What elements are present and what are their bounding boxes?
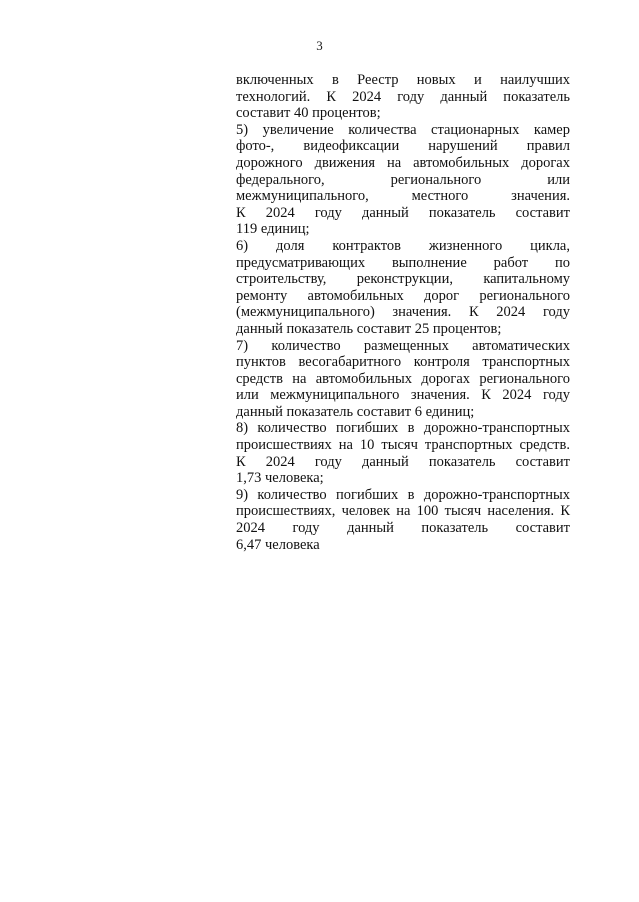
text-line: 1,73 человека; <box>236 470 324 487</box>
text-line: межмуниципального, местного значения. <box>236 188 570 205</box>
text-line: составит 40 процентов; <box>236 105 381 122</box>
paragraph <box>236 338 570 421</box>
text-line: данный показатель составит 6 единиц; <box>236 403 475 420</box>
text-line: (межмуниципального) значения. К 2024 году <box>236 304 570 321</box>
text-line: данный показатель составит 25 процентов; <box>236 320 502 337</box>
text-line: 6) доля контрактов жизненного цикла, <box>236 237 570 254</box>
text-line: дорожного движения на автомобильных дорогах <box>236 154 570 171</box>
text-line: пунктов весогабаритного контроля транспортных <box>236 354 570 371</box>
text-line: включенных в Реестр новых и наилучших <box>236 72 570 88</box>
paragraph <box>236 487 570 553</box>
text-line: 7) количество размещенных автоматических <box>236 337 570 354</box>
text-line: строительству, реконструкции, капитальному <box>236 271 570 288</box>
page-number: 3 <box>316 38 323 53</box>
text-line: 8) количество погибших в дорожно-транспортных <box>236 420 570 437</box>
text-line: или межмуниципального значения. К 2024 году <box>236 387 570 404</box>
paragraph <box>236 72 570 122</box>
text-line: ремонту автомобильных дорог регионального <box>236 287 570 304</box>
text-line: средств на автомобильных дорогах регионального <box>236 370 570 387</box>
text-line: К 2024 году данный показатель составит <box>236 204 570 221</box>
text-line: происшествиях на 10 тысяч транспортных средств. <box>236 437 570 454</box>
text-line: предусматривающих выполнение работ по <box>236 254 570 271</box>
paragraph <box>236 420 570 486</box>
text-line: К 2024 году данный показатель составит <box>236 453 570 470</box>
text-line: 2024 году данный показатель составит <box>236 520 570 537</box>
text-line: происшествиях, человек на 100 тысяч населения. К <box>236 503 570 520</box>
paragraph <box>236 238 570 338</box>
text-line: 9) количество погибших в дорожно-транспортных <box>236 486 570 503</box>
paragraph <box>236 122 570 238</box>
text-line: 119 единиц; <box>236 221 310 238</box>
text-line: технологий. К 2024 году данный показатель <box>236 88 570 105</box>
text-line: федерального, регионального или <box>236 171 570 188</box>
document-body <box>236 72 570 553</box>
text-line: 5) увеличение количества стационарных камер <box>236 121 570 138</box>
text-line: 6,47 человека <box>236 536 320 553</box>
text-line: фото-, видеофиксации нарушений правил <box>236 138 570 155</box>
